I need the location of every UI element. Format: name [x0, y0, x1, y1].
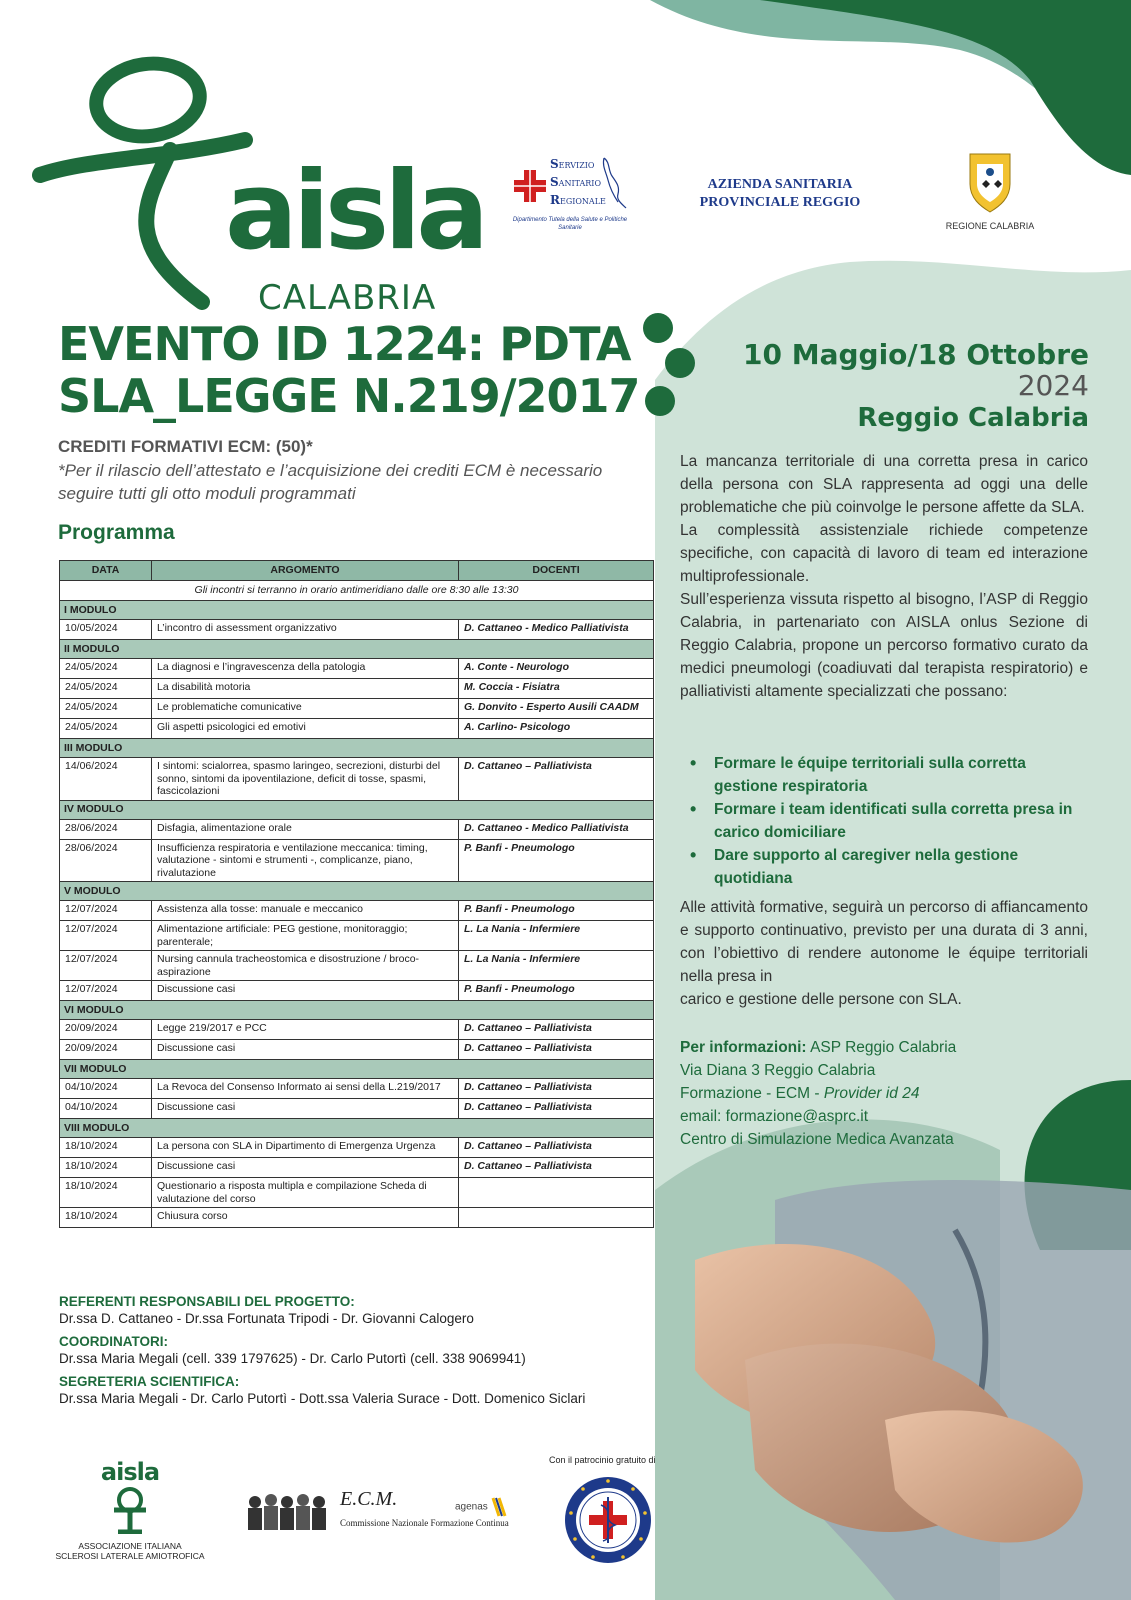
col-header-data: DATA [60, 561, 152, 581]
cell-docente: A. Conte - Neurologo [459, 659, 654, 679]
scientific-secretariat-names: Dr.ssa Maria Megali - Dr. Carlo Putortì - Dott.ssa Valeria Surace - Dott. Domenico Siclari [59, 1391, 586, 1406]
programma-heading: Programma [58, 521, 175, 544]
table-row [60, 1138, 654, 1158]
cell-argomento: La disabilità motoria [152, 679, 459, 699]
date-year: 2024 [1017, 369, 1089, 402]
event-location: Reggio Calabria [857, 403, 1089, 433]
table-row [60, 758, 654, 801]
cell-data: 12/07/2024 [60, 981, 152, 1001]
cell-data: 10/05/2024 [60, 620, 152, 640]
objectives-list [680, 752, 1088, 890]
event-dates [743, 338, 1089, 436]
cell-docente: D. Cattaneo – Palliativista [459, 1158, 654, 1178]
event-title: EVENTO ID 1224: PDTA SLA_LEGGE N.219/2017 [58, 317, 640, 423]
aisla-onlus-wordmark: aisla [100, 1458, 160, 1486]
module-title: V MODULO [60, 882, 654, 901]
ssr-subtitle: Dipartimento Tutela della Salute e Politiche Sanitarie [512, 217, 628, 231]
cell-data: 18/10/2024 [60, 1208, 152, 1228]
cell-data: 12/07/2024 [60, 951, 152, 981]
cell-data: 24/05/2024 [60, 679, 152, 699]
aisla-onlus-symbol-icon [110, 1486, 150, 1534]
programme-table [59, 560, 654, 1228]
cell-argomento: Le problematiche comunicative [152, 699, 459, 719]
module-title: VII MODULO [60, 1060, 654, 1079]
cell-docente: M. Coccia - Fisiatra [459, 679, 654, 699]
info-centro: Centro di Simulazione Medica Avanzata [680, 1131, 954, 1148]
coordinators-heading: COORDINATORI: [59, 1334, 168, 1349]
cell-docente: L. La Nania - Infermiere [459, 921, 654, 951]
ecm-credits: CREDITI FORMATIVI ECM: (50)* [58, 437, 313, 456]
cell-data: 28/06/2024 [60, 819, 152, 839]
cell-docente: D. Cattaneo – Palliativista [459, 1020, 654, 1040]
cell-argomento: Legge 219/2017 e PCC [152, 1020, 459, 1040]
cell-data: 20/09/2024 [60, 1020, 152, 1040]
cell-argomento: Chiusura corso [152, 1208, 459, 1228]
agenas-label: agenas [455, 1501, 488, 1513]
description-followup [680, 896, 1088, 1011]
info-provider: Provider id 24 [823, 1085, 920, 1102]
module-title: VI MODULO [60, 1001, 654, 1020]
module-title: II MODULO [60, 640, 654, 659]
cell-data: 04/10/2024 [60, 1079, 152, 1099]
cell-argomento: La Revoca del Consenso Informato ai sensi della L.219/2017 [152, 1079, 459, 1099]
ecm-title: E.C.M. [340, 1488, 398, 1510]
aisla-onlus-sub: ASSOCIAZIONE ITALIANA SCLEROSI LATERALE AMIOTROFICA [55, 1541, 205, 1561]
date-range: 10 Maggio/18 Ottobre [743, 338, 1089, 371]
cell-docente [459, 1178, 654, 1208]
table-row [60, 839, 654, 882]
info-address: Via Diana 3 Reggio Calabria [680, 1062, 876, 1079]
cell-docente: L. La Nania - Infermiere [459, 951, 654, 981]
cell-docente: D. Cattaneo – Palliativista [459, 1040, 654, 1060]
module-title: VIII MODULO [60, 1119, 654, 1138]
module-title: IV MODULO [60, 800, 654, 819]
cell-argomento: Questionario a risposta multipla e compilazione Scheda di valutazione del corso [152, 1178, 459, 1208]
cell-argomento: I sintomi: scialorrea, spasmo laringeo, secrezioni, disturbi del sonno, sintomi da ipoventilazione, deficit di tosse, spasmi, fascicolazioni [152, 758, 459, 801]
cell-docente: D. Cattaneo – Palliativista [459, 1099, 654, 1119]
description-p2: La complessità assistenziale richiede competenze specifiche, con capacità di lavoro di team ed interazione multiprofessionale. [680, 522, 1088, 585]
table-row [60, 981, 654, 1001]
cell-argomento: Disfagia, alimentazione orale [152, 819, 459, 839]
cell-data: 20/09/2024 [60, 1040, 152, 1060]
col-header-docenti: DOCENTI [459, 561, 654, 581]
table-row [60, 901, 654, 921]
module-row [60, 800, 654, 819]
table-row [60, 951, 654, 981]
aisla-wordmark: aisla [225, 149, 485, 274]
description [680, 450, 1088, 703]
asp-reggio-label: AZIENDA SANITARIA PROVINCIALE REGGIO [699, 177, 861, 210]
cell-data: 24/05/2024 [60, 719, 152, 739]
project-referents [59, 1293, 585, 1413]
cell-data: 18/10/2024 [60, 1178, 152, 1208]
table-row [60, 620, 654, 640]
regione-crest-icon [965, 150, 1015, 214]
cell-argomento: Discussione casi [152, 1099, 459, 1119]
table-row [60, 659, 654, 679]
table-row [60, 1208, 654, 1228]
table-row [60, 719, 654, 739]
schedule-note: Gli incontri si terranno in orario antimeridiano dalle ore 8:30 alle 13:30 [60, 581, 654, 601]
table-row [60, 921, 654, 951]
table-header-row [60, 561, 654, 581]
cell-argomento: Discussione casi [152, 1040, 459, 1060]
table-row [60, 1020, 654, 1040]
referents-names: Dr.ssa D. Cattaneo - Dr.ssa Fortunata Tripodi - Dr. Giovanni Calogero [59, 1311, 474, 1326]
cell-argomento: Assistenza alla tosse: manuale e meccanico [152, 901, 459, 921]
scientific-secretariat-heading: SEGRETERIA SCIENTIFICA: [59, 1374, 240, 1389]
cell-data: 14/06/2024 [60, 758, 152, 801]
module-row [60, 739, 654, 758]
table-row [60, 1099, 654, 1119]
ssr-logo [510, 154, 630, 234]
cell-argomento: Nursing cannula tracheostomica e disostruzione / broco-aspirazione [152, 951, 459, 981]
cell-argomento: La persona con SLA in Dipartimento di Emergenza Urgenza [152, 1138, 459, 1158]
cell-docente: D. Cattaneo – Palliativista [459, 1138, 654, 1158]
cell-data: 24/05/2024 [60, 659, 152, 679]
ssr-text: SERVIZIO SANITARIO REGIONALE [550, 157, 606, 207]
cell-docente: P. Banfi - Pneumologo [459, 839, 654, 882]
cell-docente: A. Carlino- Psicologo [459, 719, 654, 739]
table-row [60, 679, 654, 699]
objective-item: • Dare supporto al caregiver nella gestione quotidiana [680, 844, 1088, 890]
table-row [60, 1079, 654, 1099]
omceo-seal-icon [563, 1475, 653, 1565]
red-cross-icon [512, 164, 548, 208]
table-row [60, 1040, 654, 1060]
module-row [60, 1001, 654, 1020]
referents-heading: REFERENTI RESPONSABILI DEL PROGETTO: [59, 1294, 355, 1309]
calabria-wordmark: CALABRIA [258, 278, 437, 318]
table-row [60, 699, 654, 719]
cell-data: 24/05/2024 [60, 699, 152, 719]
cell-data: 28/06/2024 [60, 839, 152, 882]
agenas-mark-icon [491, 1496, 507, 1518]
module-row [60, 640, 654, 659]
table-row [60, 1158, 654, 1178]
cell-argomento: La diagnosi e l’ingravescenza della patologia [152, 659, 459, 679]
cell-argomento: Insufficienza respiratoria e ventilazione meccanica: timing, valutazione - sintomi e strumenti -, complicanze, piano, rivalutazione [152, 839, 459, 882]
regione-calabria-logo [940, 150, 1040, 231]
cell-docente: P. Banfi - Pneumologo [459, 981, 654, 1001]
cell-data: 18/10/2024 [60, 1138, 152, 1158]
aisla-onlus-logo [55, 1458, 205, 1561]
patrocinio-label: Con il patrocinio gratuito di [549, 1455, 656, 1465]
module-row [60, 601, 654, 620]
cell-argomento: Discussione casi [152, 1158, 459, 1178]
followup-p1: Alle attività formative, seguirà un percorso di affiancamento e supporto continuativo, previsto per una durata di 3 anni, con l’obiettivo di rendere autonome le équipe territoriali nella presa in [680, 899, 1088, 985]
info-label: Per informazioni: [680, 1039, 807, 1056]
cell-docente: D. Cattaneo – Palliativista [459, 1079, 654, 1099]
decorative-dots [640, 312, 700, 422]
info-email[interactable]: email: formazione@asprc.it [680, 1108, 869, 1125]
followup-p2: carico e gestione delle persone con SLA. [680, 991, 962, 1008]
ecm-subtitle: Commissione Nazionale Formazione Continua [340, 1518, 509, 1528]
info-org: ASP Reggio Calabria [810, 1039, 957, 1056]
module-title: III MODULO [60, 739, 654, 758]
cell-docente: D. Cattaneo – Palliativista [459, 758, 654, 801]
module-row [60, 1060, 654, 1079]
cell-data: 18/10/2024 [60, 1158, 152, 1178]
regione-label: REGIONE CALABRIA [945, 221, 1035, 231]
table-row [60, 1178, 654, 1208]
description-p3: Sull’esperienza vissuta rispetto al bisogno, l’ASP di Reggio Calabria, in partenariato con AISLA onlus Sezione di Reggio Calabria, propone un percorso formativo curato da medici pneumologi (coadiuvati dal terapista respiratorio) e palliativisti altamente specializzati che possano: [680, 591, 1088, 700]
cell-argomento: Alimentazione artificiale: PEG gestione, monitoraggio; parenterale; [152, 921, 459, 951]
info-formazione: Formazione - ECM - [680, 1085, 824, 1102]
cell-docente: D. Cattaneo - Medico Palliativista [459, 620, 654, 640]
cell-data: 12/07/2024 [60, 901, 152, 921]
aisla-calabria-logo [30, 40, 485, 318]
caregiver-hands-photo [655, 1170, 1131, 1600]
cell-argomento: Discussione casi [152, 981, 459, 1001]
module-title: I MODULO [60, 601, 654, 620]
cell-docente: P. Banfi - Pneumologo [459, 901, 654, 921]
contact-info [680, 1036, 956, 1151]
module-row [60, 1119, 654, 1138]
table-body [60, 581, 654, 1228]
cell-docente: G. Donvito - Esperto Ausili CAADM [459, 699, 654, 719]
table-row [60, 819, 654, 839]
objective-item: • Formare i team identificati sulla corretta presa in carico domiciliare [680, 798, 1088, 844]
cell-argomento: L’incontro di assessment organizzativo [152, 620, 459, 640]
cell-data: 04/10/2024 [60, 1099, 152, 1119]
description-p1: La mancanza territoriale di una corretta presa in carico della persona con SLA rappresenta ad oggi una delle problematiche che più coinvolge le persone affette da SLA. [680, 453, 1088, 516]
cell-docente [459, 1208, 654, 1228]
cell-data: 12/07/2024 [60, 921, 152, 951]
calabria-map-icon [600, 156, 630, 210]
cell-docente: D. Cattaneo - Medico Palliativista [459, 819, 654, 839]
col-header-argomento: ARGOMENTO [152, 561, 459, 581]
ecm-people-icon [245, 1488, 335, 1532]
cell-argomento: Gli aspetti psicologici ed emotivi [152, 719, 459, 739]
module-row [60, 882, 654, 901]
coordinators-names: Dr.ssa Maria Megali (cell. 339 1797625) - Dr. Carlo Putortì (cell. 338 9069941) [59, 1351, 526, 1366]
objective-item: • Formare le équipe territoriali sulla corretta gestione respiratoria [680, 752, 1088, 798]
credits-note: *Per il rilascio dell’attestato e l’acquisizione dei crediti ECM è necessario seguire tutti gli otto moduli programmati [58, 461, 603, 503]
agenas-logo [455, 1496, 507, 1518]
